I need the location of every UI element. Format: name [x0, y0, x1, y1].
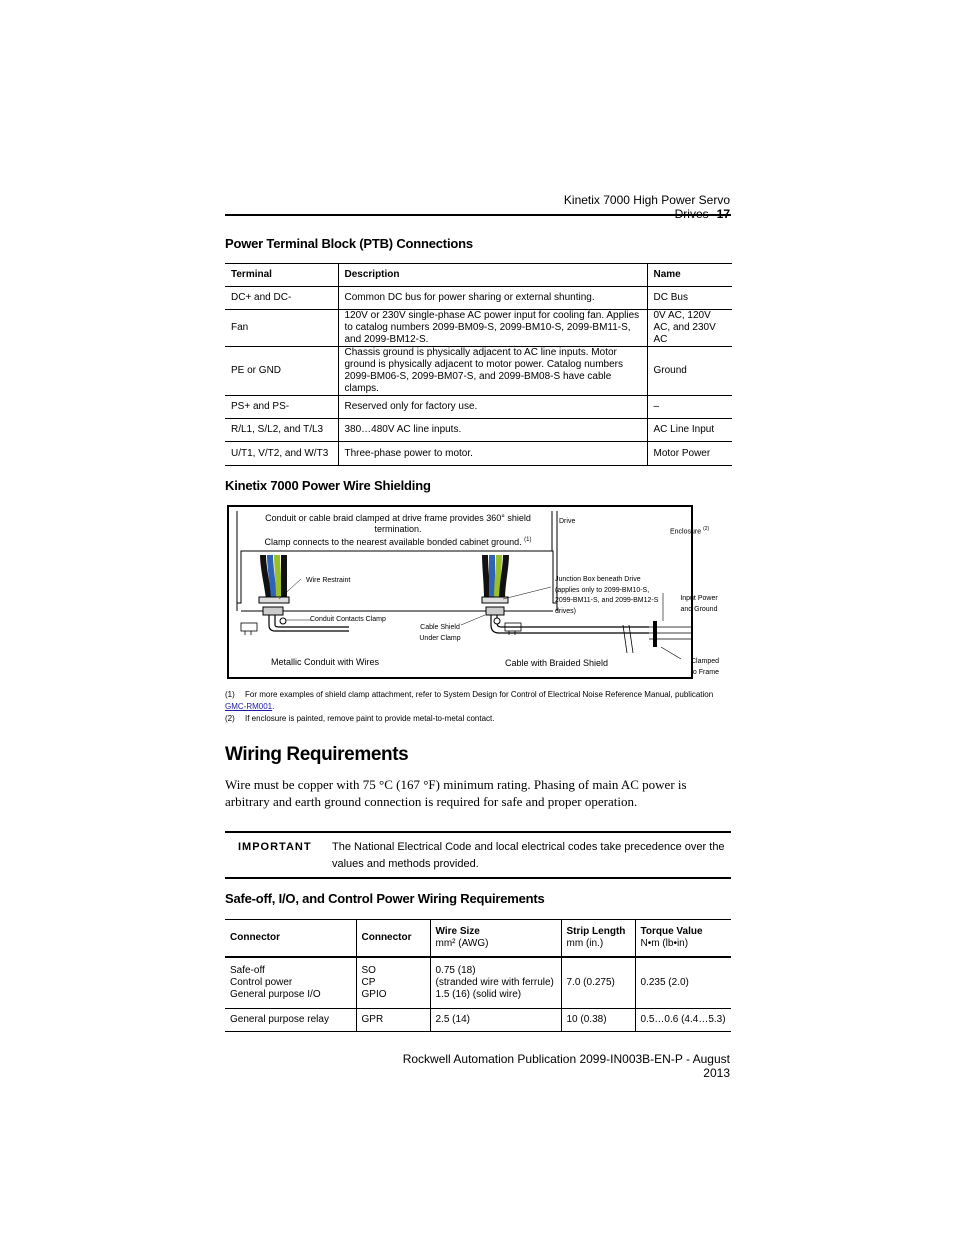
- safeoff-col-connector-title: Connector: [230, 932, 280, 943]
- running-head-title: Kinetix 7000 High Power Servo: [563, 193, 730, 207]
- conduit-clamp-label: Conduit Contacts Clamp: [310, 616, 386, 623]
- ptb-description: 380…480V AC line inputs.: [338, 419, 647, 442]
- gmc-rm001-link[interactable]: GMC-RM001: [225, 702, 273, 711]
- footnote-2-number: (2): [225, 714, 235, 723]
- ground-symbol-left: [241, 623, 257, 635]
- ptb-terminal: R/L1, S/L2, and T/L3: [225, 419, 338, 442]
- break-mark: [629, 625, 633, 653]
- safeoff-connector: General purpose relay: [225, 1008, 356, 1031]
- ptb-name: –: [647, 396, 732, 419]
- ptb-name: 0V AC, 120V AC, and 230V AC: [647, 310, 732, 347]
- safeoff-connector-code: GPR: [356, 1008, 430, 1031]
- footnote-1-text: For more examples of shield clamp attachment, refer to System Design for Control of Electrical Noise Reference Manual, publication: [245, 690, 714, 699]
- callout-line-2: [243, 535, 553, 548]
- safeoff-col-strip-length-unit: mm (in.): [566, 938, 604, 949]
- safeoff-connector: Safe-off Control power General purpose I/O: [225, 957, 356, 1008]
- ptb-heading: Power Terminal Block (PTB) Connections: [225, 236, 473, 251]
- safeoff-torque: 0.235 (2.0): [635, 957, 731, 1008]
- table-row: [225, 1008, 731, 1031]
- cable-shield-clamp: [486, 607, 504, 615]
- ptb-terminal: Fan: [225, 310, 338, 347]
- header-rule: [225, 214, 731, 216]
- ptb-name: AC Line Input: [647, 419, 732, 442]
- ptb-header-row: [225, 264, 732, 287]
- publication-footer: Rockwell Automation Publication 2099-IN003B-EN-P - August 2013: [402, 1052, 730, 1080]
- callout-text: [243, 513, 553, 548]
- safeoff-wire-size: 0.75 (18) (stranded wire with ferrule) 1.5 (16) (solid wire): [430, 957, 561, 1008]
- ptb-description: Common DC bus for power sharing or external shunting.: [338, 287, 647, 310]
- right-wire-bundle: [485, 555, 506, 599]
- braided-cable: [491, 615, 649, 633]
- ptb-name: DC Bus: [647, 287, 732, 310]
- callout-footnote-ref: (1): [524, 537, 532, 543]
- ptb-table-wrap: [225, 263, 732, 466]
- footnotes: [225, 689, 735, 725]
- safeoff-col-torque-unit: N•m (lb•in): [640, 938, 689, 949]
- conduit-screw: [280, 618, 286, 624]
- ptb-table: [225, 263, 732, 466]
- ptb-col-description: Description: [338, 264, 647, 287]
- safeoff-strip-length: 10 (0.38): [561, 1008, 635, 1031]
- wire-restraint-label: Wire Restraint: [306, 577, 351, 584]
- ptb-description: Chassis ground is physically adjacent to AC line inputs. Motor ground is physically adjacent to motor power. Catalog numbers 2099-BM06-S, 2099-BM07-S, and 2099-BM08-S have cable clamps.: [338, 347, 647, 396]
- important-box: [225, 831, 731, 879]
- table-row: [225, 287, 732, 310]
- shielding-diagram: [227, 505, 719, 679]
- safeoff-connector-code: SO CP GPIO: [356, 957, 430, 1008]
- callout-line-2-text: Clamp connects to the nearest available bonded cabinet ground.: [264, 537, 522, 547]
- cable-shield-leader: [461, 615, 485, 625]
- clamped-label: Clamped to Frame: [690, 658, 719, 676]
- ptb-description: Reserved only for factory use.: [338, 396, 647, 419]
- safeoff-strip-length: 7.0 (0.275): [561, 957, 635, 1008]
- table-row: [225, 957, 731, 1008]
- footnote-1-number: (1): [225, 690, 235, 699]
- ptb-terminal: U/T1, V/T2, and W/T3: [225, 442, 338, 466]
- shielding-heading: Kinetix 7000 Power Wire Shielding: [225, 478, 431, 493]
- break-mark: [623, 625, 627, 653]
- safeoff-wire-size: 2.5 (14): [430, 1008, 561, 1031]
- ptb-terminal: DC+ and DC-: [225, 287, 338, 310]
- footnote-2-text: If enclosure is painted, remove paint to provide metal-to-metal contact.: [245, 714, 495, 723]
- left-wire-restraint: [259, 597, 289, 603]
- safeoff-col-strip-length: [561, 920, 635, 958]
- drive-label: Drive: [559, 518, 576, 525]
- safeoff-table-wrap: [225, 919, 731, 1032]
- running-head: [530, 193, 730, 221]
- ptb-description: 120V or 230V single-phase AC power input for cooling fan. Applies to catalog numbers 2099-BM09-S, 2099-BM10-S, 2099-BM11-S, and 2099-BM12-S.: [338, 310, 647, 347]
- junction-box-label: Junction Box beneath Drive (applies only to 2099-BM10-S, 2099-BM11-S, and 2099-BM12-S drives): [555, 576, 659, 615]
- junction-box-leader: [503, 587, 551, 599]
- footnote-1: [225, 689, 735, 713]
- important-text: The National Electrical Code and local electrical codes take precedence over the values and methods provided.: [332, 841, 725, 870]
- cable-shield-label: Cable Shield Under Clamp: [419, 624, 461, 642]
- enclosure-wall-clamp: [653, 621, 657, 647]
- clamped-leader: [661, 647, 681, 659]
- table-row: [225, 347, 732, 396]
- safeoff-col-wire-size: [430, 920, 561, 958]
- safeoff-heading: Safe-off, I/O, and Control Power Wiring Requirements: [225, 891, 545, 906]
- safeoff-col-wire-size-title: Wire Size: [435, 926, 480, 937]
- safeoff-col-strip-length-title: Strip Length: [566, 926, 626, 937]
- ptb-name: Ground: [647, 347, 732, 396]
- safeoff-table: [225, 919, 731, 1032]
- left-conduit-clamp: [263, 607, 283, 615]
- footnote-1-tail: .: [272, 702, 275, 711]
- metallic-conduit-label: Metallic Conduit with Wires: [271, 657, 380, 667]
- footnote-2: [225, 713, 735, 725]
- ptb-terminal: PE or GND: [225, 347, 338, 396]
- ptb-col-name: Name: [647, 264, 732, 287]
- safeoff-col-connector-code: [356, 920, 430, 958]
- table-row: [225, 442, 732, 466]
- callout-line-1: Conduit or cable braid clamped at drive frame provides 360° shield termination.: [265, 513, 531, 534]
- enclosure-label: [670, 525, 709, 536]
- safeoff-col-wire-size-unit: mm² (AWG): [435, 938, 489, 949]
- cable-screw: [494, 618, 500, 624]
- safeoff-col-connector: [225, 920, 356, 958]
- safeoff-header-row: [225, 920, 731, 958]
- safeoff-col-torque-title: Torque Value: [640, 926, 703, 937]
- important-label: IMPORTANT: [238, 841, 312, 853]
- safeoff-torque: 0.5…0.6 (4.4…5.3): [635, 1008, 731, 1031]
- input-power-label: Input Power and Ground: [680, 595, 718, 613]
- enclosure-footnote-ref: (2): [703, 526, 710, 532]
- wiring-title: Wiring Requirements: [225, 744, 409, 765]
- braided-cable-label: Cable with Braided Shield: [505, 658, 609, 668]
- safeoff-col-connector-code-title: Connector: [361, 932, 412, 943]
- ptb-col-terminal: Terminal: [225, 264, 338, 287]
- table-row: [225, 310, 732, 347]
- left-wire-bundle: [263, 555, 284, 599]
- wiring-body: Wire must be copper with 75 °C (167 °F) minimum rating. Phasing of main AC power is arbitrary and earth ground connection is required for safe and proper operation.: [225, 777, 687, 809]
- table-row: [225, 419, 732, 442]
- ptb-description: Three-phase power to motor.: [338, 442, 647, 466]
- ptb-terminal: PS+ and PS-: [225, 396, 338, 419]
- safeoff-col-torque: [635, 920, 731, 958]
- ptb-name: Motor Power: [647, 442, 732, 466]
- right-wire-restraint: [482, 597, 508, 603]
- table-row: [225, 396, 732, 419]
- enclosure-label-text: Enclosure: [670, 528, 702, 536]
